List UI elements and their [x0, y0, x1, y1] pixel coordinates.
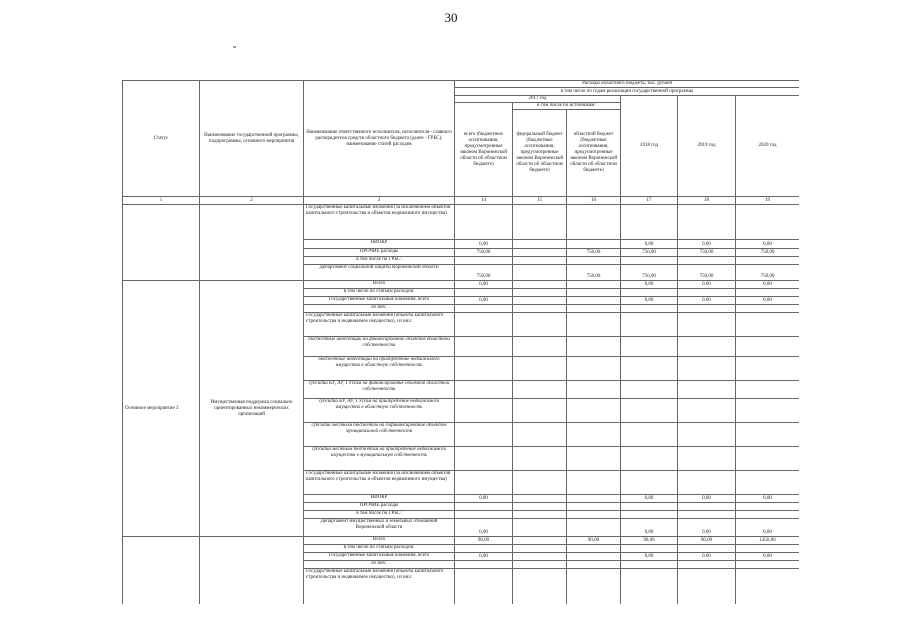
- value-cell: [678, 561, 736, 569]
- row-label: субсидии местным бюджетам на приобретение недвижимого имущества в муниципальную собственность: [304, 447, 455, 471]
- value-cell: [513, 471, 567, 495]
- value-cell: [678, 447, 736, 471]
- value-cell: 750,00: [621, 249, 678, 257]
- value-cell: 750,00: [567, 265, 621, 281]
- header-year-2017: 2017 год: [455, 96, 621, 103]
- value-cell: 0,00: [621, 240, 678, 249]
- value-cell: [736, 511, 800, 519]
- value-cell: [567, 281, 621, 289]
- value-cell: [621, 447, 678, 471]
- value-cell: [513, 265, 567, 281]
- row-label: бюджетные инвестиции на приобретение недвижимого имущества в областную собственность: [304, 357, 455, 381]
- table-row: [123, 281, 800, 289]
- value-cell: [621, 569, 678, 605]
- value-cell: [513, 399, 567, 423]
- value-cell: [513, 511, 567, 519]
- value-cell: [567, 495, 621, 503]
- value-cell: 1450,00: [736, 537, 800, 545]
- value-cell: [567, 471, 621, 495]
- value-cell: [678, 545, 736, 553]
- value-cell: 750,00: [736, 265, 800, 281]
- row-label: из них:: [304, 305, 455, 313]
- value-cell: [621, 545, 678, 553]
- column-number-row: [123, 197, 800, 205]
- row-label: Департамент социальной защиты Воронежской области: [304, 265, 455, 281]
- row-label: НИОКР: [304, 240, 455, 249]
- value-cell: [513, 305, 567, 313]
- row-label: НИОКР: [304, 495, 455, 503]
- value-cell: 0,00: [736, 495, 800, 503]
- value-cell: 750,00: [678, 249, 736, 257]
- value-cell: [621, 399, 678, 423]
- value-cell: [621, 561, 678, 569]
- value-cell: 90,00: [567, 537, 621, 545]
- value-cell: 0,00: [455, 281, 513, 289]
- value-cell: [455, 313, 513, 337]
- value-cell: [513, 381, 567, 399]
- value-cell: [513, 240, 567, 249]
- value-cell: [736, 447, 800, 471]
- table-row: [123, 205, 800, 240]
- header-expenses: Расходы областного бюджета, тыс. рублей: [455, 81, 800, 88]
- value-cell: [513, 561, 567, 569]
- value-cell: [621, 205, 678, 240]
- value-cell: [567, 337, 621, 357]
- column-number-cell: 19: [736, 197, 800, 205]
- value-cell: [567, 297, 621, 305]
- column-number-cell: 2: [200, 197, 304, 205]
- value-cell: [621, 357, 678, 381]
- value-cell: 750,00: [455, 265, 513, 281]
- value-cell: 0,00: [455, 297, 513, 305]
- value-cell: [513, 257, 567, 265]
- value-cell: 0,00: [621, 495, 678, 503]
- value-cell: [567, 511, 621, 519]
- value-cell: [736, 399, 800, 423]
- header-program-name: Наименование государственной программы, подпрограммы, основного мероприятия: [200, 81, 304, 197]
- program-name-cell: Имущественная поддержка социально ориентированных некоммерческих организаций: [200, 281, 304, 537]
- value-cell: [736, 313, 800, 337]
- value-cell: 750,00: [736, 249, 800, 257]
- column-number-cell: 18: [678, 197, 736, 205]
- header-year-2020: 2020 год: [736, 96, 800, 197]
- value-cell: 90,00: [678, 537, 736, 545]
- budget-table: [122, 80, 799, 604]
- value-cell: [678, 569, 736, 605]
- row-label: Государственные капитальные вложения (объекты капитального строительства и недвижимое имущество), из них:: [304, 313, 455, 337]
- value-cell: [513, 313, 567, 337]
- value-cell: [455, 289, 513, 297]
- value-cell: [678, 313, 736, 337]
- scan-speck: [233, 46, 236, 48]
- value-cell: [567, 503, 621, 511]
- value-cell: 750,00: [678, 265, 736, 281]
- value-cell: [736, 337, 800, 357]
- value-cell: [567, 313, 621, 337]
- value-cell: [513, 545, 567, 553]
- value-cell: [621, 305, 678, 313]
- column-number-cell: 1: [123, 197, 200, 205]
- value-cell: 0,00: [621, 297, 678, 305]
- value-cell: [678, 399, 736, 423]
- value-cell: 750,00: [621, 265, 678, 281]
- value-cell: [455, 381, 513, 399]
- value-cell: [736, 561, 800, 569]
- column-number-cell: 3: [304, 197, 455, 205]
- value-cell: [678, 257, 736, 265]
- value-cell: [455, 503, 513, 511]
- value-cell: [455, 511, 513, 519]
- value-cell: [455, 569, 513, 605]
- value-cell: [621, 381, 678, 399]
- value-cell: [513, 357, 567, 381]
- value-cell: [567, 289, 621, 297]
- value-cell: [736, 381, 800, 399]
- value-cell: [736, 205, 800, 240]
- header-year-2019: 2019 год: [678, 96, 736, 197]
- value-cell: [455, 471, 513, 495]
- row-label: субсидии местным бюджетам на софинансирование объектов муниципальной собственности: [304, 423, 455, 447]
- value-cell: [736, 357, 800, 381]
- value-cell: [678, 471, 736, 495]
- row-label: в том числе по ГРБС:: [304, 511, 455, 519]
- value-cell: [513, 553, 567, 561]
- value-cell: [567, 357, 621, 381]
- value-cell: 0,00: [678, 495, 736, 503]
- row-label: Государственные капитальные вложения (за исключением объектов капитального строительства и объектов недвижимого имущества): [304, 471, 455, 495]
- value-cell: [678, 381, 736, 399]
- value-cell: 0,00: [678, 553, 736, 561]
- header-by-sources: в том числе по источникам:: [513, 103, 621, 110]
- value-cell: 90,00: [455, 537, 513, 545]
- row-label: субсидии БУ, АУ, ГУПам на финансирование объектов областной собственности: [304, 381, 455, 399]
- value-cell: 0,00: [678, 297, 736, 305]
- value-cell: [567, 447, 621, 471]
- value-cell: [513, 281, 567, 289]
- budget-table-sheet: [122, 80, 799, 604]
- value-cell: 0,00: [678, 519, 736, 537]
- status-cell: [123, 537, 200, 605]
- value-cell: [736, 289, 800, 297]
- value-cell: [567, 561, 621, 569]
- value-cell: [513, 503, 567, 511]
- row-label: в том числе по статьям расходов:: [304, 289, 455, 297]
- value-cell: [567, 399, 621, 423]
- value-cell: 0,00: [455, 553, 513, 561]
- value-cell: [513, 569, 567, 605]
- value-cell: [455, 205, 513, 240]
- value-cell: 0,00: [736, 240, 800, 249]
- status-cell: [123, 205, 200, 281]
- value-cell: [736, 503, 800, 511]
- value-cell: [513, 495, 567, 503]
- value-cell: 0,00: [621, 553, 678, 561]
- program-name-cell: [200, 205, 304, 281]
- value-cell: 0,00: [621, 281, 678, 289]
- value-cell: [678, 305, 736, 313]
- header-executor-name: Наименование ответственного исполнителя, исполнителя - главного распорядителя средств областного бюджета (далее - ГРБС), наименование статей расходов: [304, 81, 455, 197]
- header-year-2018: 2018 год: [621, 96, 678, 197]
- value-cell: [513, 447, 567, 471]
- value-cell: 90,00: [621, 537, 678, 545]
- value-cell: [567, 257, 621, 265]
- value-cell: [455, 305, 513, 313]
- value-cell: [678, 503, 736, 511]
- value-cell: [678, 205, 736, 240]
- value-cell: 0,00: [455, 240, 513, 249]
- value-cell: 0,00: [678, 281, 736, 289]
- column-number-cell: 16: [567, 197, 621, 205]
- row-label: Департамент имущественных и земельных отношений Воронежской области: [304, 519, 455, 537]
- row-label: ПРОЧИЕ расходы: [304, 249, 455, 257]
- value-cell: [513, 289, 567, 297]
- value-cell: [455, 561, 513, 569]
- value-cell: 750,00: [455, 249, 513, 257]
- value-cell: [513, 249, 567, 257]
- row-label: Государственные капитальные вложения, всего: [304, 297, 455, 305]
- value-cell: [455, 357, 513, 381]
- value-cell: [513, 337, 567, 357]
- row-label: из них:: [304, 561, 455, 569]
- value-cell: [513, 205, 567, 240]
- value-cell: 0,00: [736, 553, 800, 561]
- value-cell: [455, 423, 513, 447]
- header-by-years: в том числе по годам реализации государственной программы: [455, 88, 800, 96]
- value-cell: [736, 569, 800, 605]
- value-cell: [567, 381, 621, 399]
- row-label: Государственные капитальные вложения, всего: [304, 553, 455, 561]
- row-label: Всего: [304, 537, 455, 545]
- value-cell: [513, 423, 567, 447]
- value-cell: [567, 519, 621, 537]
- value-cell: [567, 240, 621, 249]
- value-cell: [678, 423, 736, 447]
- value-cell: [678, 337, 736, 357]
- value-cell: [736, 305, 800, 313]
- value-cell: [736, 545, 800, 553]
- value-cell: [678, 511, 736, 519]
- column-number-cell: 17: [621, 197, 678, 205]
- value-cell: [567, 545, 621, 553]
- value-cell: [621, 337, 678, 357]
- value-cell: [736, 423, 800, 447]
- value-cell: 0,00: [455, 519, 513, 537]
- status-cell: Основное мероприятие 3: [123, 281, 200, 537]
- value-cell: [621, 423, 678, 447]
- value-cell: [621, 313, 678, 337]
- row-label: в том числе по статьям расходов:: [304, 545, 455, 553]
- row-label: ПРОЧИЕ расходы: [304, 503, 455, 511]
- page-number: 30: [444, 10, 458, 25]
- value-cell: [455, 337, 513, 357]
- value-cell: 0,00: [455, 495, 513, 503]
- row-label: бюджетные инвестиции на финансирование объектов областной собственности: [304, 337, 455, 357]
- value-cell: [736, 471, 800, 495]
- row-label: субсидии БУ, АУ, ГУПам на приобретение недвижимого имущества в областную собственность: [304, 399, 455, 423]
- header-total-col: всего (бюджетные ассигнования, предусмотренные законом Воронежской области об областном бюджете): [455, 103, 513, 197]
- column-number-cell: 15: [513, 197, 567, 205]
- value-cell: [567, 569, 621, 605]
- value-cell: [567, 423, 621, 447]
- value-cell: 0,00: [736, 281, 800, 289]
- value-cell: [621, 471, 678, 495]
- value-cell: [621, 257, 678, 265]
- value-cell: [736, 257, 800, 265]
- value-cell: [567, 553, 621, 561]
- row-label: Государственные капитальные вложения (объекты капитального строительства и недвижимое имущество), из них:: [304, 569, 455, 605]
- header-regional-col: областной бюджет (бюджетные ассигнования, предусмотренные законом Воронежской области об областном бюджете): [567, 110, 621, 197]
- row-label: в том числе по ГРБС:: [304, 257, 455, 265]
- value-cell: [513, 519, 567, 537]
- row-label: Государственные капитальные вложения (за исключением объектов капитального строительства и объектов недвижимого имущества): [304, 205, 455, 240]
- value-cell: 0,00: [736, 519, 800, 537]
- value-cell: [455, 447, 513, 471]
- value-cell: [513, 297, 567, 305]
- column-number-cell: 14: [455, 197, 513, 205]
- program-name-cell: [200, 537, 304, 605]
- value-cell: [455, 399, 513, 423]
- value-cell: [621, 503, 678, 511]
- value-cell: 750,00: [567, 249, 621, 257]
- value-cell: 0,00: [621, 519, 678, 537]
- value-cell: [678, 289, 736, 297]
- value-cell: [567, 205, 621, 240]
- value-cell: [455, 545, 513, 553]
- row-label: Всего: [304, 281, 455, 289]
- value-cell: [621, 511, 678, 519]
- table-row: [123, 537, 800, 545]
- header-status: Статус: [123, 81, 200, 197]
- value-cell: [678, 357, 736, 381]
- value-cell: [567, 305, 621, 313]
- value-cell: [513, 537, 567, 545]
- value-cell: [621, 289, 678, 297]
- value-cell: 0,00: [736, 297, 800, 305]
- header-federal-col: федеральный бюджет (бюджетные ассигнования, предусмотренные законом Воронежской области об областном бюджете): [513, 110, 567, 197]
- value-cell: 0,00: [678, 240, 736, 249]
- value-cell: [455, 257, 513, 265]
